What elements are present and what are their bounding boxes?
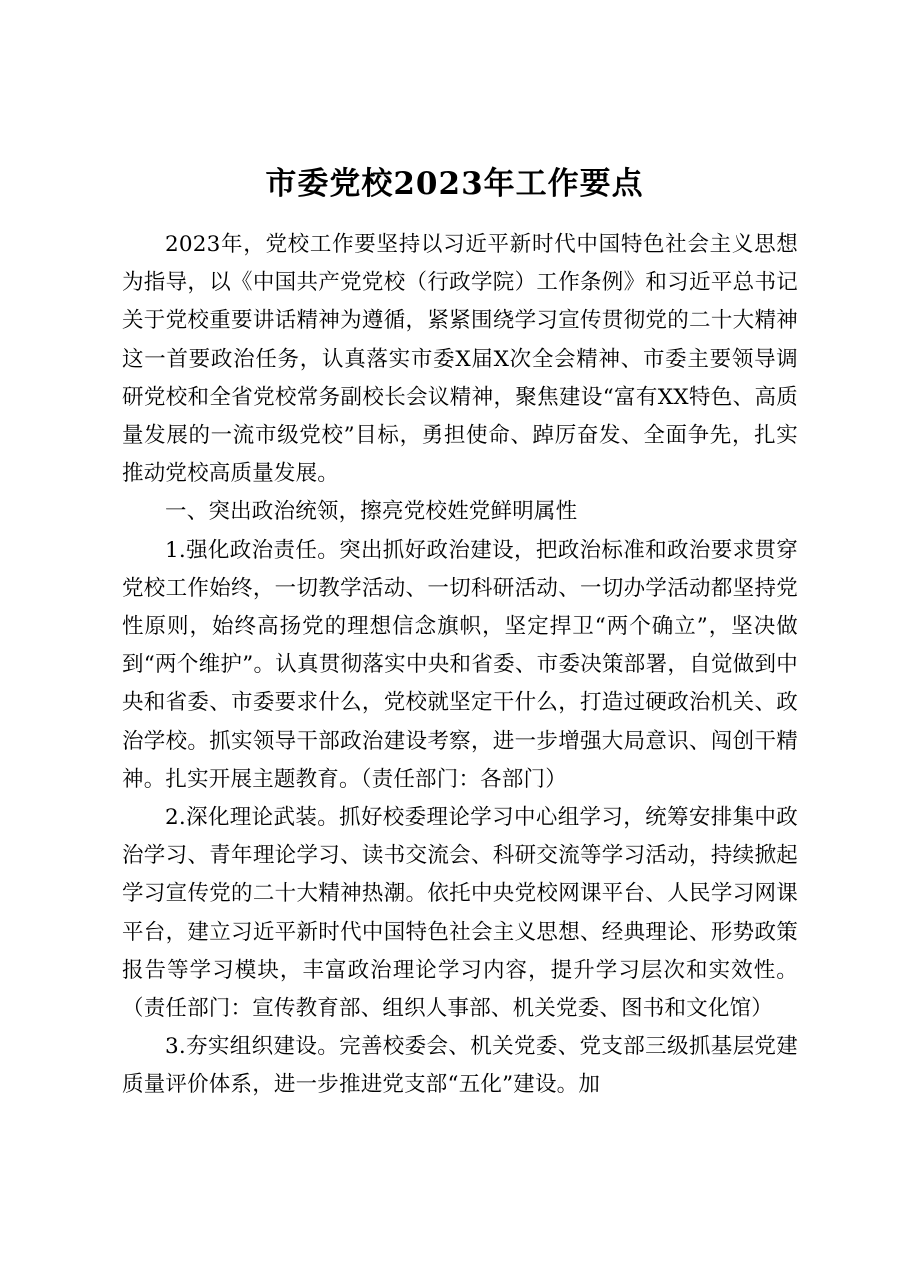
intro-paragraph: 2023年，党校工作要坚持以习近平新时代中国特色社会主义思想为指导，以《中国共产党党校（行政学院）工作条例》和习近平总书记关于党校重要讲话精神为遵循，紧紧围绕学习宣传贯彻党的二十大精神这一首要政治任务，认真落实市委X届X次全会精神、市委主要领导调研党校和全省党校常务副校长会议精神，聚焦建设“富有XX特色、高质量发展的一流市级党校”目标，勇担使命、踔厉奋发、全面争先，扎实推动党校高质量发展。 — [122, 232, 798, 487]
document-body — [122, 226, 798, 1105]
item-1-paragraph: 1.强化政治责任。突出抓好政治建设，把政治标准和政治要求贯穿党校工作始终，一切教学活动、一切科研活动、一切办学活动都坚持党性原则，始终高扬党的理想信念旗帜，坚定捍卫“两个确立”，坚决做到“两个维护”。认真贯彻落实中央和省委、市委决策部署，自觉做到中央和省委、市委要求什么，党校就坚定干什么，打造过硬政治机关、政治学校。抓实领导干部政治建设考察，进一步增强大局意识、闯创干精神。扎实开展主题教育。（责任部门：各部门） — [122, 537, 798, 792]
section-heading-1: 一、突出政治统领，擦亮党校姓党鲜明属性 — [165, 499, 578, 525]
item-2-paragraph: 2.深化理论武装。抓好校委理论学习中心组学习，统筹安排集中政治学习、青年理论学习、读书交流会、科研交流等学习活动，持续掀起学习宣传党的二十大精神热潮。依托中央党校网课平台、人民学习网课平台，建立习近平新时代中国特色社会主义思想、经典理论、形势政策报告等学习模块，丰富政治理论学习内容，提升学习层次和实效性。（责任部门：宣传教育部、组织人事部、机关党委、图书和文化馆） — [122, 805, 798, 1022]
item-3-paragraph: 3.夯实组织建设。完善校委会、机关党委、党支部三级抓基层党建质量评价体系，进一步推进党支部“五化”建设。加 — [122, 1034, 798, 1098]
document-title: 市委党校2023年工作要点 — [265, 166, 644, 202]
